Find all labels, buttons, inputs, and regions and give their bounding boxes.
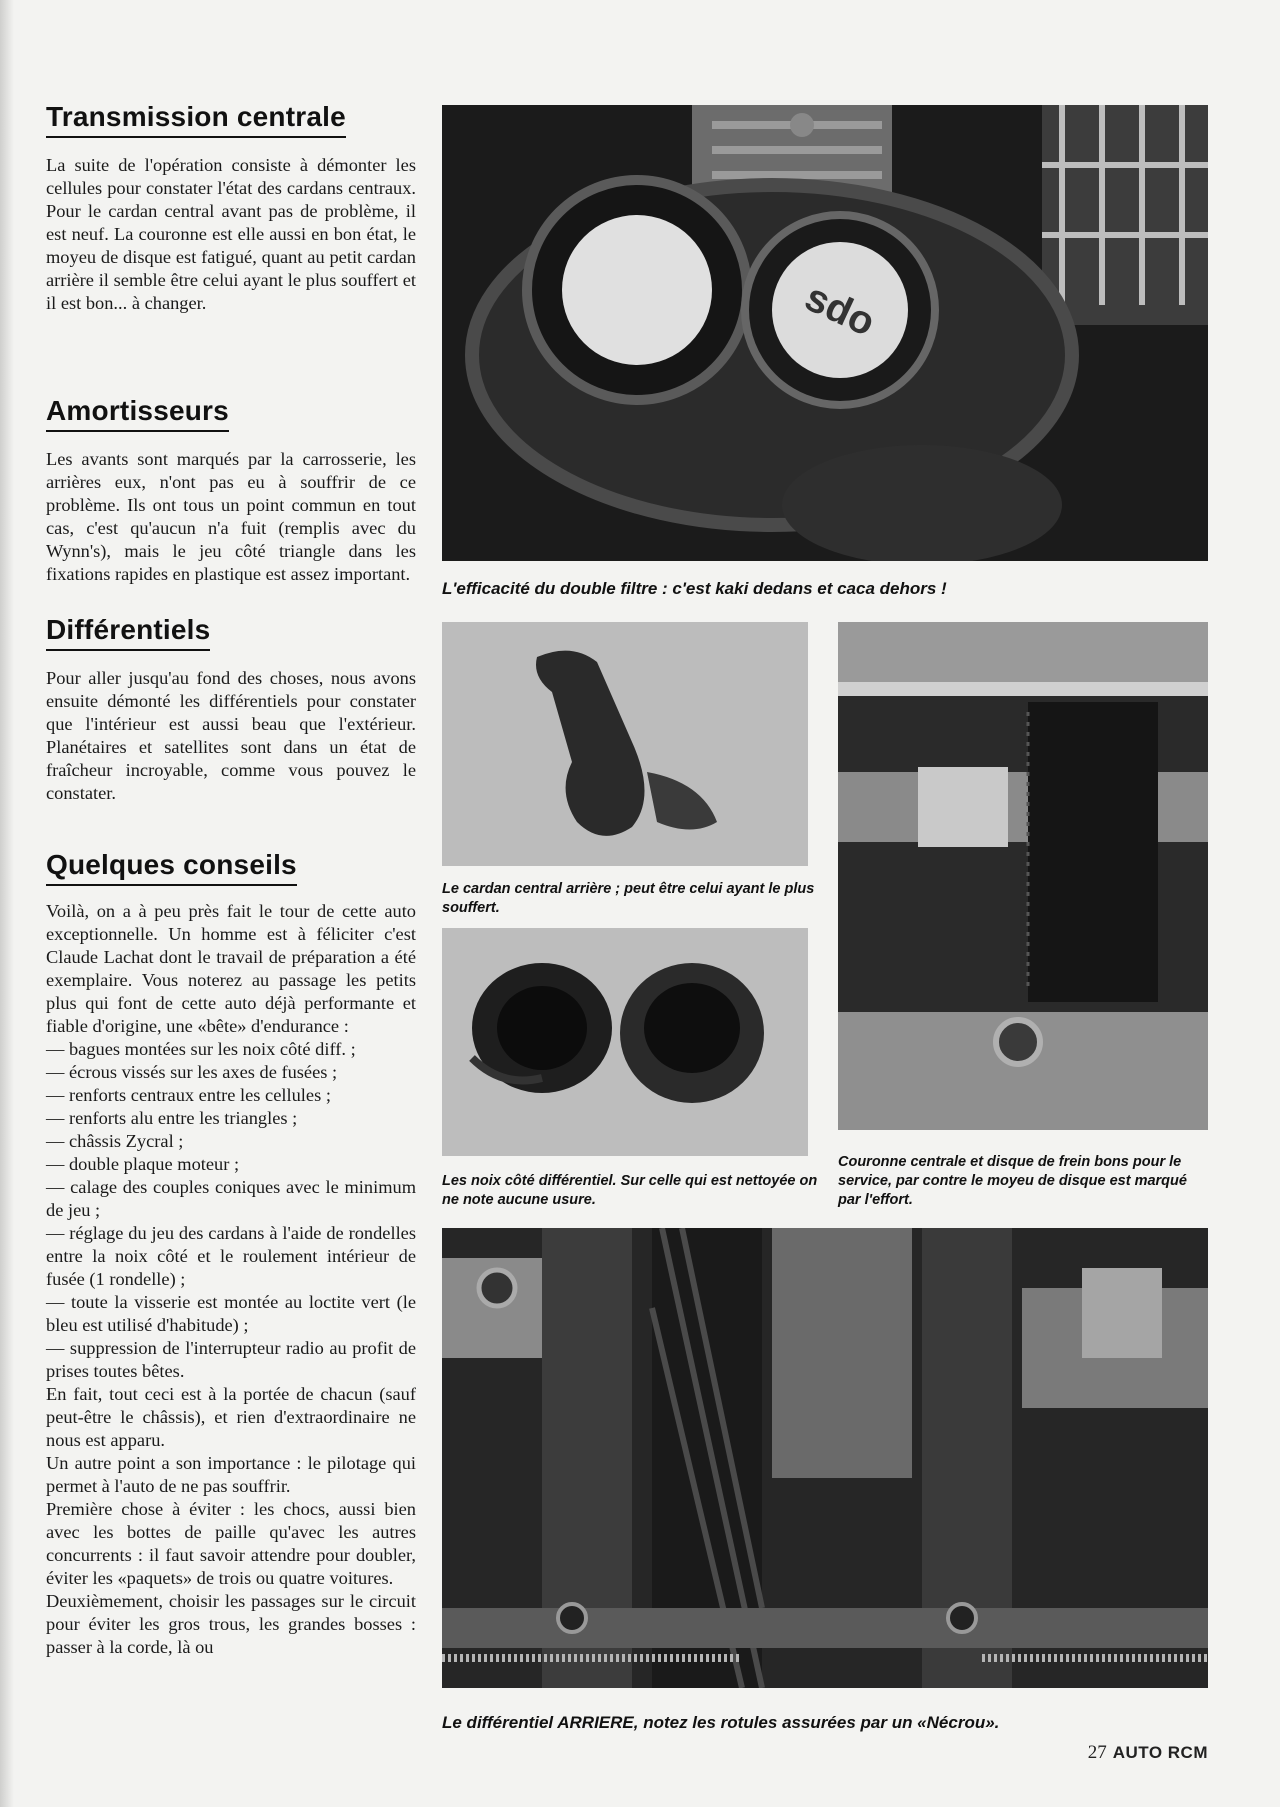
paragraph-transmission: La suite de l'opération consiste à démonter les cellules pour constater l'état des cardans centraux. Pour le cardan central avant pas de problème, il est neuf. La couronne est elle aussi en bon état, le moyeu de disque est fatigué, quant au petit cardan arrière il semble être celui ayant le plus souffert et il est bon... à changer. [46, 155, 416, 313]
list-item: — suppression de l'interrupteur radio au profit de prises toutes bêtes. [46, 1338, 416, 1381]
caption-cardan: Le cardan central arrière ; peut être celui ayant le plus souffert. [442, 881, 815, 916]
paragraph-conseils-2: En fait, tout ceci est à la portée de chacun (sauf peut-être le châssis), et rien d'extraordinaire ne nous est apparu. [46, 1384, 416, 1450]
page-number: 27 [1087, 1742, 1107, 1763]
list-item: — renforts alu entre les triangles ; [46, 1108, 298, 1128]
photo-gear-cover [442, 105, 1208, 561]
list-item: — renforts centraux entre les cellules ; [46, 1085, 331, 1105]
list-item: — toute la visserie est montée au loctite vert (le bleu est utilisé d'habitude) ; [46, 1292, 416, 1335]
page-footer [1088, 1742, 1208, 1764]
heading-conseils: Quelques conseils [46, 848, 297, 886]
caption-gear-cover: L'efficacité du double filtre : c'est kaki dedans et caca dehors ! [442, 579, 947, 598]
filter-logo-text: sdo [798, 275, 882, 345]
list-item: — double plaque moteur ; [46, 1154, 240, 1174]
paragraph-conseils-intro: Voilà, on a à peu près fait le tour de cette auto exceptionnelle. Un homme est à féliciter c'est Claude Lachat dont le travail de préparation a été exemplaire. Vous noterez au passage les petits plus qui font de cette auto déjà performante et fiable d'origine, une «bête» d'endurance : [46, 901, 416, 1036]
paragraph-conseils-3: Un autre point a son importance : le pilotage qui permet à l'auto de ne pas souffrir. [46, 1453, 416, 1496]
photo-couronne [838, 622, 1208, 1130]
magazine-name: AUTO RCM [1112, 1743, 1208, 1762]
list-item: — calage des couples coniques avec le minimum de jeu ; [46, 1177, 416, 1220]
section-transmission [46, 100, 416, 315]
paragraph-amortisseurs: Les avants sont marqués par la carrosserie, les arrières eux, n'ont pas eu à souffrir de ce problème. Ils ont tous un point commun en tout cas, c'est qu'aucun n'a fuit (remplis avec du Wynn's), mais le jeu côté triangle dans les fixations rapides en plastique est assez important. [46, 449, 416, 584]
photo-noix-differentiel [442, 928, 808, 1156]
tips-list [46, 1038, 416, 1383]
paragraph-conseils-5: Deuxièmement, choisir les passages sur le circuit pour éviter les gros trous, les grandes bosses : passer à la corde, là ou [46, 1591, 416, 1657]
section-amortisseurs [46, 394, 416, 586]
page-edge-shadow [0, 0, 14, 1807]
photo-cardan [442, 622, 808, 866]
caption-noix: Les noix côté différentiel. Sur celle qui est nettoyée on ne note aucune usure. [442, 1173, 818, 1208]
list-item: — châssis Zycral ; [46, 1131, 184, 1151]
heading-differentiels: Différentiels [46, 613, 210, 651]
paragraph-differentiels: Pour aller jusqu'au fond des choses, nous avons ensuite démonté les différentiels pour constater que l'intérieur est aussi beau que l'extérieur. Planétaires et satellites sont dans un état de fraîcheur incroyable, comme vous pouvez le constater. [46, 668, 416, 803]
list-item: — écrous vissés sur les axes de fusées ; [46, 1062, 338, 1082]
caption-couronne: Couronne centrale et disque de frein bons pour le service, par contre le moyeu de disque est marqué par l'effort. [838, 1154, 1187, 1208]
caption-differentiel-arriere: Le différentiel ARRIERE, notez les rotules assurées par un «Nécrou». [442, 1713, 1000, 1732]
heading-transmission: Transmission centrale [46, 100, 346, 138]
paragraph-conseils-4: Première chose à éviter : les chocs, aussi bien avec les bottes de paille qu'avec les autres concurrents : il faut savoir attendre pour doubler, éviter les «paquets» de trois ou quatre voitures. [46, 1499, 416, 1588]
photo-differentiel-arriere [442, 1228, 1208, 1688]
heading-amortisseurs: Amortisseurs [46, 394, 229, 432]
section-conseils [46, 848, 416, 1659]
list-item: — réglage du jeu des cardans à l'aide de rondelles entre la noix côté et le roulement intérieur de fusée (1 rondelle) ; [46, 1223, 416, 1289]
section-differentiels [46, 613, 416, 805]
list-item: — bagues montées sur les noix côté diff. ; [46, 1039, 356, 1059]
